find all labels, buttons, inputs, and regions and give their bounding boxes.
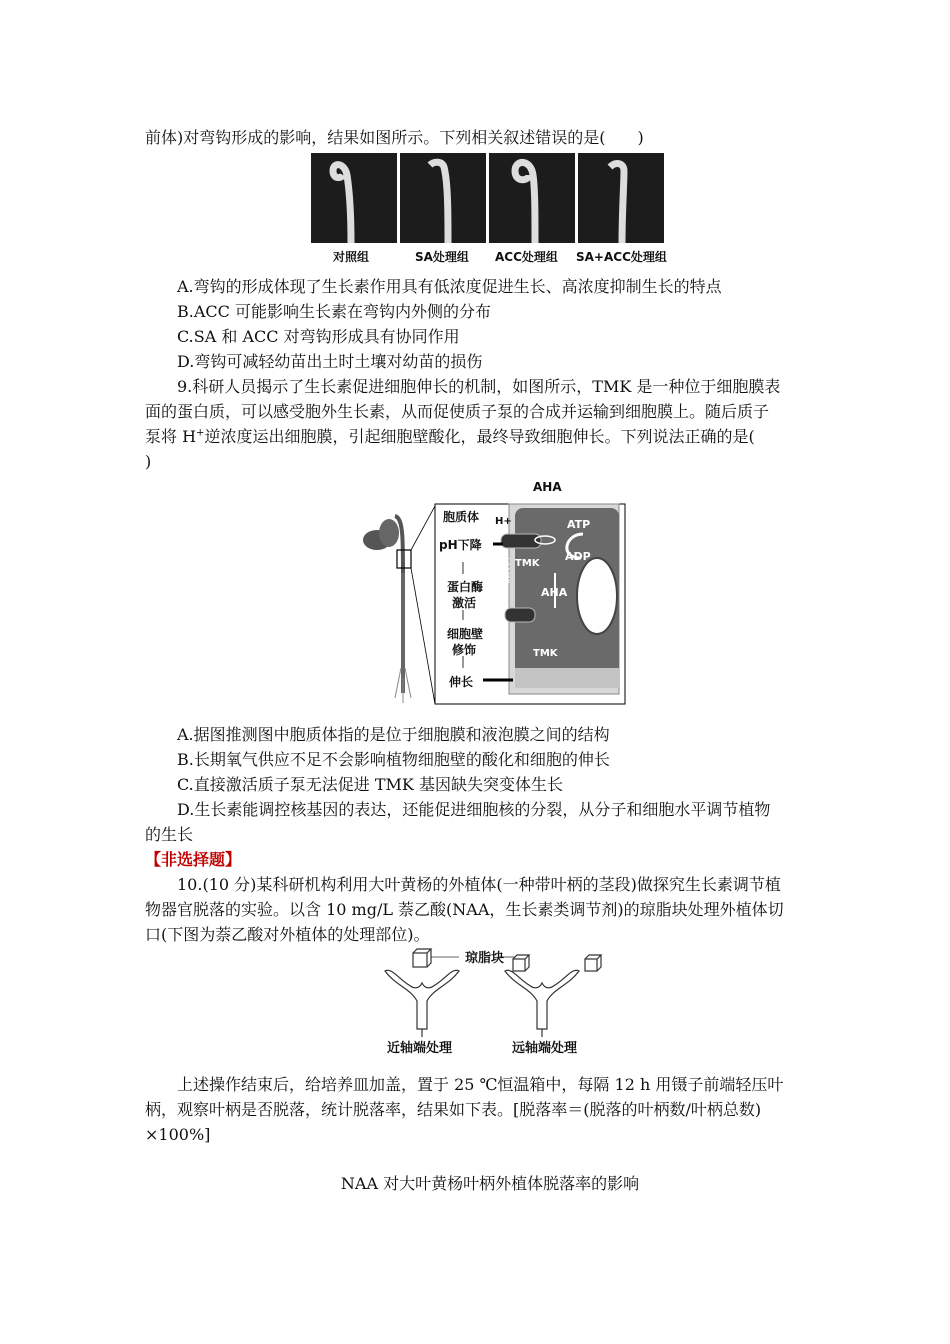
section-heading: 【非选择题】	[145, 850, 242, 869]
q9-stem-3: 泵将 H+逆浓度运出细胞膜，引起细胞壁酸化，最终导致细胞伸长。下列说法正确的是(	[145, 427, 755, 446]
label-elongate: 伸长	[449, 675, 474, 689]
q10-figure	[375, 945, 615, 1055]
label-apoplast: 胞质体	[443, 510, 480, 524]
label-adp: ADP	[565, 550, 591, 563]
q9-option-d: D.生长素能调控核基因的表达，还能促进细胞核的分裂，从分子和细胞水平调节植物	[177, 800, 771, 819]
q9-option-c: C.直接激活质子泵无法促进 TMK 基因缺失突变体生长	[177, 775, 563, 794]
q8-stem: 前体)对弯钩形成的影响，结果如图所示。下列相关叙述错误的是( )	[145, 128, 644, 147]
photo-label-control: 对照组	[333, 250, 370, 264]
label-agar-block: 琼脂块	[465, 951, 505, 966]
photo-sa	[400, 153, 486, 243]
label-atp: ATP	[567, 518, 591, 531]
label-tmk-lower: TMK	[533, 648, 558, 659]
q10-stem-2: 物器官脱落的实验。以含 10 mg/L 萘乙酸(NAA，生长素类调节剂)的琼脂块处理外植体切	[145, 900, 784, 919]
photo-label-acc: ACC处理组	[495, 250, 558, 264]
label-activated: 激活	[452, 596, 477, 610]
label-aha-top: AHA	[533, 480, 562, 494]
photo-label-sa: SA处理组	[415, 250, 469, 264]
label-ph-down: pH下降	[439, 538, 482, 552]
q8-option-a: A.弯钩的形成体现了生长素作用具有低浓度促进生长、高浓度抑制生长的特点	[177, 277, 722, 296]
label-modify: 修饰	[452, 643, 477, 657]
photo-label-sa-acc: SA+ACC处理组	[576, 250, 667, 264]
label-near-end: 近轴端处理	[387, 1041, 453, 1056]
label-aha-mid: AHA	[541, 586, 568, 599]
label-h-plus: H+	[495, 516, 512, 527]
q8-option-d: D.弯钩可减轻幼苗出土时土壤对幼苗的损伤	[177, 352, 483, 371]
q9-stem-1: 9.科研人员揭示了生长素促进细胞伸长的机制，如图所示，TMK 是一种位于细胞膜表	[177, 377, 781, 396]
q10-para-2: 柄，观察叶柄是否脱落，统计脱落率，结果如下表。[脱落率＝(脱落的叶柄数/叶柄总数)	[145, 1100, 762, 1119]
label-protease: 蛋白酶	[447, 580, 484, 594]
q10-para-1: 上述操作结束后，给培养皿加盖，置于 25 ℃恒温箱中，每隔 12 h 用镊子前端轻压叶	[177, 1075, 784, 1094]
label-tmk-upper: TMK	[515, 558, 540, 569]
q9-option-d-tail: 的生长	[145, 825, 194, 844]
photo-sa-acc	[578, 153, 664, 243]
photo-control	[311, 153, 397, 243]
q8-option-b: B.ACC 可能影响生长素在弯钩内外侧的分布	[177, 302, 491, 321]
photo-acc	[489, 153, 575, 243]
label-cellwall: 细胞壁	[447, 627, 484, 641]
label-auxin: 生长素	[499, 556, 509, 583]
q9-diagram	[355, 478, 635, 708]
q10-para-3: ×100%]	[145, 1125, 211, 1144]
q9-option-a: A.据图推测图中胞质体指的是位于细胞膜和液泡膜之间的结构	[177, 725, 610, 744]
q9-stem-4: )	[145, 452, 152, 471]
table-title: NAA 对大叶黄杨叶柄外植体脱落率的影响	[340, 1174, 640, 1193]
q9-option-b: B.长期氧气供应不足不会影响植物细胞壁的酸化和细胞的伸长	[177, 750, 610, 769]
label-far-end: 远轴端处理	[512, 1041, 578, 1056]
q9-stem-2: 面的蛋白质，可以感受胞外生长素，从而促使质子泵的合成并运输到细胞膜上。随后质子	[145, 402, 770, 421]
q8-option-c: C.SA 和 ACC 对弯钩形成具有协同作用	[177, 327, 460, 346]
q10-stem-1: 10.(10 分)某科研机构利用大叶黄杨的外植体(一种带叶柄的茎段)做探究生长素调节植	[177, 875, 781, 894]
q10-stem-3: 口(下图为萘乙酸对外植体的处理部位)。	[145, 925, 430, 944]
